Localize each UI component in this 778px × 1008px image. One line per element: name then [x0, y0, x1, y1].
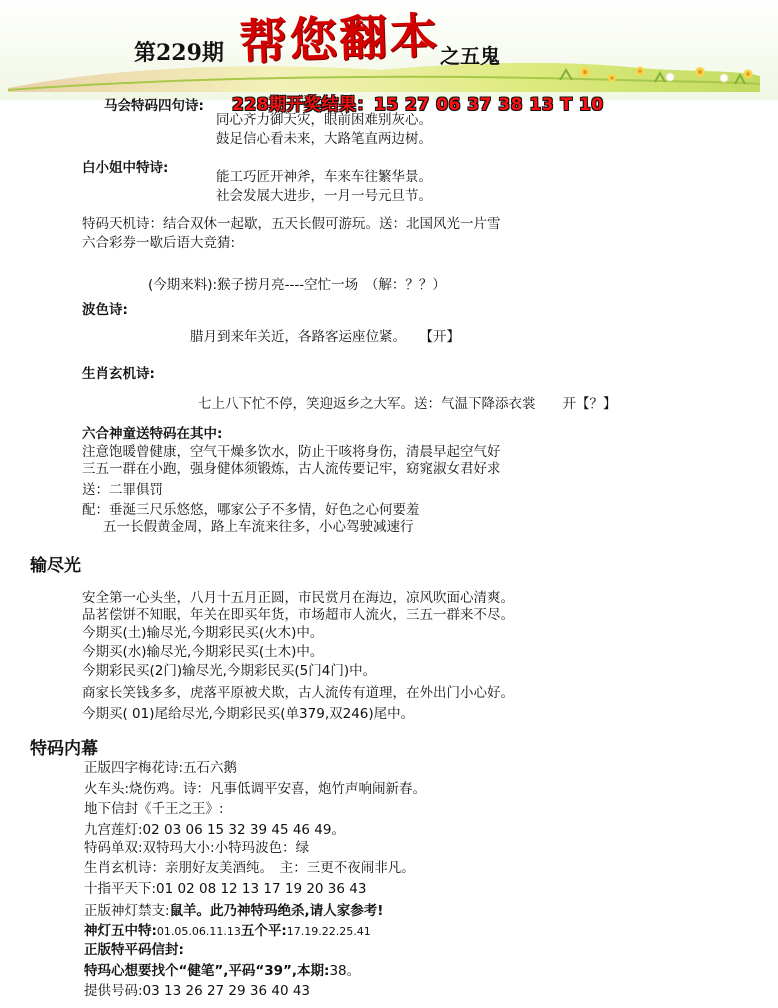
tianji-poem: 特码天机诗：结合双休一起歇，五天长假可游玩。送：北国风光一片雪: [82, 216, 501, 232]
shujinguang-line-7: 今期买( 01)尾给尽光,今期彩民买(单379,双246)尾中。: [82, 706, 415, 722]
section-title-shujinguang: 输尽光: [30, 556, 81, 576]
wuping-numbers: 17.19.22.25.41: [286, 925, 371, 938]
shizhi-pingtianxia: 十指平天下:01 02 08 12 13 17 19 20 36 43: [84, 881, 367, 897]
shensong-pei-1: 配：垂涎三尺乐悠悠，哪家公子不多情，好色之心何要羞: [82, 502, 420, 518]
tigong-haoma: 提供号码:03 13 26 27 29 36 40 43: [84, 983, 311, 999]
shendeng-text: 鼠羊。此乃神特玛绝杀,请人家参考!: [169, 903, 384, 919]
meihua-poem: 正版四字梅花诗:五石六鹅: [84, 760, 238, 776]
xinxiang-end: 。: [346, 963, 361, 979]
wuzhong-numbers: 01.05.06.11.13: [156, 925, 241, 938]
mahui-line-2: 鼓足信心看未来，大路笔直两边树。: [216, 131, 432, 147]
brand-subtitle: 之五鬼: [440, 44, 500, 68]
bose-line: 腊月到来年关近，各路客运座位紧。 【开】: [190, 329, 460, 345]
shensong-pei-2: 五一长假黄金周，路上车流来往多，小心驾驶减速行: [103, 519, 414, 535]
brand-title: 帮您翻本: [238, 8, 441, 71]
shensong-line-1: 注意饱暖曾健康，空气干燥多饮水，防止干咳将身伤，清晨早起空气好: [82, 444, 501, 460]
shensong-song: 送：二罪俱罚: [82, 482, 163, 498]
xinxiang-number: 38: [329, 963, 347, 979]
baixiaojie-line-2: 社会发展大进步，一月一号元旦节。: [216, 188, 432, 204]
jiugong-liandeng: 九宫莲灯:02 03 06 15 32 39 45 46 49。: [84, 822, 345, 838]
section-title-temaneimu: 特码内幕: [30, 739, 98, 759]
shujinguang-line-1: 安全第一心头坐，八月十五月正圆，市民赏月在海边，凉风吹面心清爽。: [82, 590, 514, 606]
shujinguang-line-4: 今期买(水)输尽光,今期彩民买(土木)中。: [82, 644, 324, 660]
tepingma-xinfeng: 正版特平码信封:: [84, 942, 184, 958]
shensong-label: 六合神童送特码在其中:: [82, 426, 223, 442]
shensong-line-2: 三五一群在小跑，强身健体须锻炼，古人流传要记牢，窈窕淑女君好求: [82, 461, 501, 477]
bose-label: 波色诗:: [82, 302, 128, 318]
issue-number: 第229期: [134, 40, 224, 66]
shujinguang-line-6: 商家长笑钱多多，虎落平原被犬欺，古人流传有道理，在外出门小心好。: [82, 685, 514, 701]
shendeng-label: 正版神灯禁支:: [84, 903, 170, 919]
xinxiang-label: 特玛心想要找个“健笔”,平码“39”,本期:: [84, 963, 330, 979]
huoche-tou: 火车头:烧伤鸡。诗：凡事低调平安喜，炮竹声响闹新春。: [84, 781, 427, 797]
dixia-xinfeng: 地下信封《千王之王》:: [84, 801, 224, 817]
shengxiao-line: 七上八下忙不停，笑迎返乡之大军。送：气温下降添衣裳 开【？】: [198, 396, 617, 412]
wuzhong-label: 神灯五中特:: [84, 923, 157, 939]
shengxiao-xuanji: 生肖玄机诗：亲朋好友美酒纯。 主：三更不夜闹非凡。: [84, 860, 415, 876]
draw-result: 228期开奖结果：15 27 06 37 38 13 T 10: [232, 95, 604, 115]
shendeng-jinzhi: [84, 902, 383, 920]
shujinguang-line-2: 品茗偿饼不知眠，年关在即买年货，市场超市人流火，三五一群来不尽。: [82, 607, 514, 623]
shujinguang-line-5: 今期彩民买(2门)输尽光,今期彩民买(5门4门)中。: [82, 663, 377, 679]
shendeng-wuzhongte: [84, 922, 371, 941]
shujinguang-line-3: 今期买(土)输尽光,今期彩民买(火木)中。: [82, 625, 324, 641]
mahui-label: 马会特码四句诗:: [104, 98, 204, 114]
jinqi-riddle: (今期来料):猴子捞月亮----空忙一场 （解：？？）: [148, 277, 446, 293]
mahui-line-1: 同心齐力御天灾，眼前困难别灰心。: [216, 112, 432, 128]
liuhe-guess-label: 六合彩券一歇后语大竞猜:: [82, 235, 236, 251]
baixiaojie-label: 白小姐中特诗:: [82, 160, 169, 176]
baixiaojie-line-1: 能工巧匠开神斧，车来车往繁华景。: [216, 169, 432, 185]
xinxiang-line: [84, 962, 360, 980]
wuping-label: 五个平:: [240, 923, 287, 939]
shengxiao-label: 生肖玄机诗:: [82, 366, 155, 382]
tema-danshuang: 特码单双:双特玛大小:小特玛波色：绿: [84, 840, 310, 856]
